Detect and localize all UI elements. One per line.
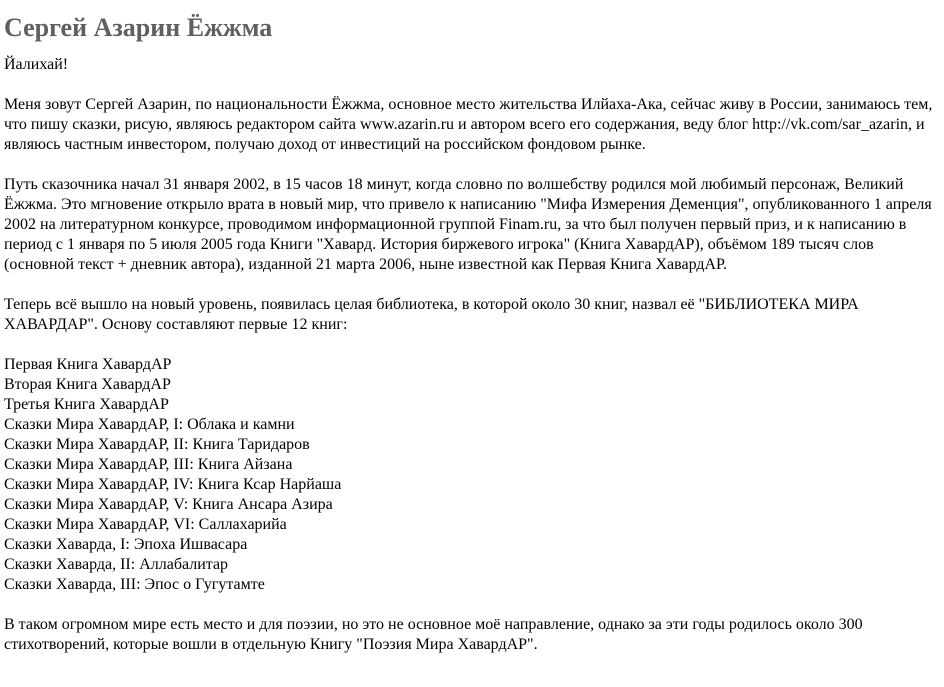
- book-list-item: Сказки Хаварда, III: Эпос о Гугутамте: [4, 576, 265, 593]
- library-paragraph: Теперь всё вышло на новый уровень, появилась целая библиотека, в которой около 30 книг, назвал её "БИБЛИОТЕКА МИРА ХАВАРДАР". Основу составляют первые 12 книг:: [4, 296, 859, 333]
- book-list-item: Сказки Мира ХавардАР, V: Книга Ансара Азира: [4, 496, 333, 513]
- history-paragraph: Путь сказочника начал 31 января 2002, в 15 часов 18 минут, когда словно по волшебству родился мой любимый персонаж, Великий Ёжжма. Это мгновение открыло врата в новый мир, что привело к написанию "Мифа Измерения Деменция", опубликованного 1 апреля 2002 на литературном конкурсе, проводимом информационной группой Finam.ru, за что был получен первый приз, и к написанию в период с 1 января по 5 июля 2005 года Книги "Хавард. История биржевого игрока" (Книга ХавардАР), объёмом 189 тысяч слов (основной текст + дневник автора), изданной 21 марта 2006, ныне известной как Первая Книга ХавардАР.: [4, 176, 932, 273]
- greeting-text: Йалихай!: [4, 56, 69, 73]
- intro-paragraph: Меня зовут Сергей Азарин, по национальности Ёжжма, основное место жительства Илйаха-Ака, сейчас живу в России, занимаюсь тем, что пишу сказки, рисую, являюсь редактором сайта www.azarin.ru и автором всего его содержания, веду блог http://vk.com/sar_azarin, и являюсь частным инвестором, получаю доход от инвестиций на российском фондовом рынке.: [4, 96, 933, 153]
- poetry-paragraph: В таком огромном мире есть место и для поэзии, но это не основное моё направление, однако за эти годы родилось около 300 стихотворений, которые вошли в отдельную Книгу "Поэзия Мира ХавардАР".: [4, 616, 863, 653]
- book-list-item: Сказки Мира ХавардАР, II: Книга Таридаров: [4, 436, 310, 453]
- book-list-item: Сказки Мира ХавардАР, VI: Саллахарийа: [4, 516, 287, 533]
- book-list-item: Первая Книга ХавардАР: [4, 356, 172, 373]
- book-list-item: Сказки Мира ХавардАР, IV: Книга Ксар Нарйаша: [4, 476, 342, 493]
- book-list-item: Сказки Мира ХавардАР, III: Книга Айзана: [4, 456, 293, 473]
- book-list-item: Третья Книга ХавардАР: [4, 396, 169, 413]
- page-title: Сергей Азарин Ёжжма: [4, 13, 273, 42]
- book-list-item: Сказки Хаварда, I: Эпоха Ишвасара: [4, 536, 248, 553]
- book-list-item: Вторая Книга ХавардАР: [4, 376, 171, 393]
- book-list-item: Сказки Хаварда, II: Аллабалитар: [4, 556, 229, 573]
- book-list: [4, 355, 938, 595]
- book-list-item: Сказки Мира ХавардАР, I: Облака и камни: [4, 416, 295, 433]
- page-content: [4, 0, 938, 655]
